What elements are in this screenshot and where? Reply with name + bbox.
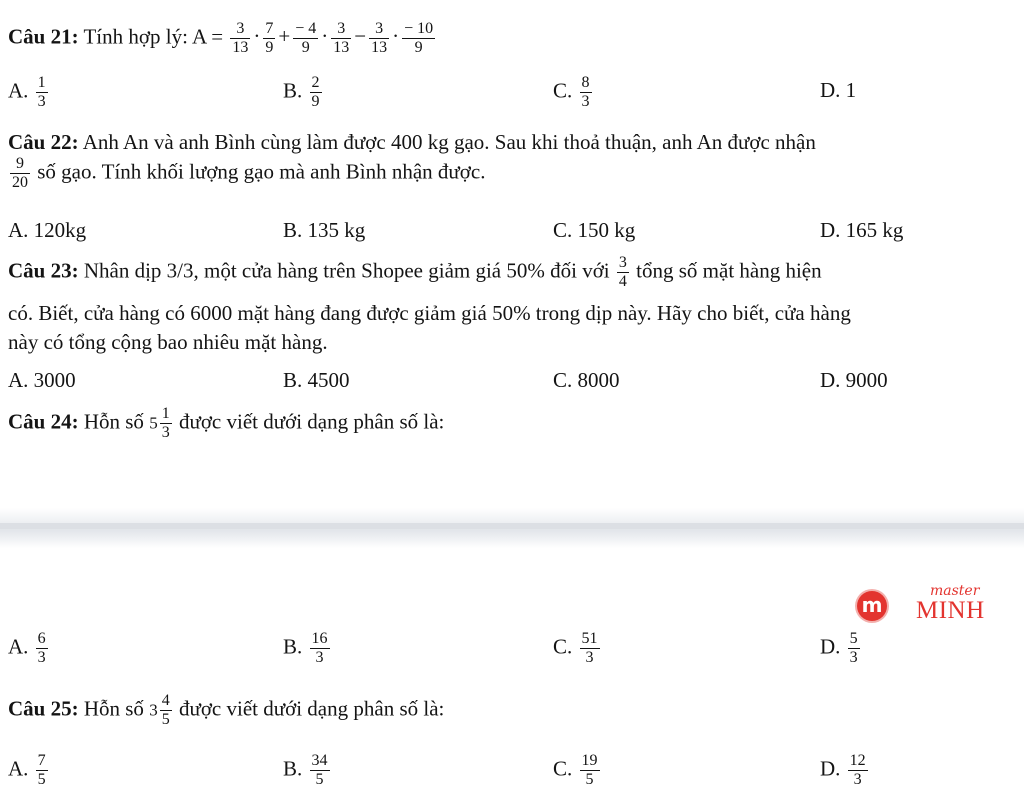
question-22	[8, 130, 816, 155]
q25-option-d[interactable]: D. $\frac{12}{3}$	[820, 752, 866, 788]
mixed-number-whole: 5	[149, 413, 158, 433]
option-fraction: $\frac{7}{5}$	[37, 752, 46, 788]
q24-option-d[interactable]: D. $\frac{5}{3}$	[820, 630, 858, 666]
q23-option-d[interactable]: D. 9000	[820, 368, 888, 392]
option-fraction: $\frac{51}{3}$	[581, 630, 598, 666]
q24-option-a[interactable]: A. $\frac{6}{3}$	[8, 630, 46, 666]
expression-fraction: $\frac{7}{9}$	[265, 20, 274, 56]
option-fraction: $\frac{19}{5}$	[581, 752, 598, 788]
brand-logo-icon: m	[857, 591, 887, 621]
operator: +	[278, 24, 291, 49]
question-24-post: được viết dưới dạng phân số là:	[178, 409, 445, 434]
option-letter: D.	[820, 78, 841, 102]
expression-fraction: $\frac{- 4}{9}$	[295, 20, 317, 56]
question-23-label: Câu 23:	[8, 258, 79, 283]
question-22-line2-row	[8, 155, 485, 192]
q23-option-a[interactable]: A. 3000	[8, 368, 76, 392]
expression-fraction: $\frac{- 10}{9}$	[404, 20, 434, 56]
option-letter: C.	[553, 78, 573, 103]
q21-option-d[interactable]	[820, 78, 856, 103]
q22-option-c[interactable]: C. 150 kg	[553, 218, 636, 242]
option-fraction: $\frac{1}{3}$	[37, 74, 46, 110]
question-24-label: Câu 24:	[8, 409, 79, 434]
expression-fraction: $\frac{3}{13}$	[333, 20, 350, 56]
option-letter: A.	[8, 78, 29, 103]
option-fraction: $\frac{16}{3}$	[311, 630, 328, 666]
q21-option-b[interactable]	[283, 74, 324, 111]
q25-option-c[interactable]: C. $\frac{19}{5}$	[553, 752, 598, 788]
question-25-label: Câu 25:	[8, 696, 79, 721]
question-24	[8, 405, 444, 442]
question-21-text: Tính hợp lý: A =	[83, 24, 224, 49]
operator: ·	[392, 24, 400, 49]
q21-option-a[interactable]	[8, 74, 50, 111]
operator: ·	[321, 24, 329, 49]
question-23-line2: có. Biết, cửa hàng có 6000 mặt hàng đang được giảm giá 50% trong dịp này. Hãy cho biết, cửa hàng	[8, 301, 851, 325]
expression-fraction: $\frac{3}{13}$	[232, 20, 249, 56]
option-value: 1	[845, 78, 857, 102]
question-21-label: Câu 21:	[8, 24, 79, 49]
option-fraction: $\frac{34}{5}$	[311, 752, 328, 788]
q23-option-b[interactable]: B. 4500	[283, 368, 350, 392]
q22-option-b[interactable]: B. 135 kg	[283, 218, 366, 242]
q21-option-c[interactable]	[553, 74, 594, 111]
option-fraction: $\frac{6}{3}$	[37, 630, 46, 666]
question-22-line2: số gạo. Tính khối lượng gạo mà anh Bình nhận được.	[37, 159, 486, 184]
q24-option-c[interactable]: C. $\frac{51}{3}$	[553, 630, 598, 666]
q25-option-b[interactable]: B. $\frac{34}{5}$	[283, 752, 328, 788]
q25-option-a[interactable]: A. $\frac{7}{5}$	[8, 752, 46, 788]
q22-option-a[interactable]: A. 120kg	[8, 218, 87, 242]
question-23-fraction: $\frac{3}{4}$	[618, 254, 627, 290]
mixed-number-whole: 3	[149, 700, 158, 720]
question-25-pre: Hỗn số	[83, 696, 144, 721]
question-23-line1b: tổng số mặt hàng hiện	[636, 258, 822, 283]
option-fraction: $\frac{12}{3}$	[849, 752, 866, 788]
operator: −	[354, 24, 367, 49]
question-23-line3: này có tổng cộng bao nhiêu mặt hàng.	[8, 330, 328, 354]
q24-option-b[interactable]: B. $\frac{16}{3}$	[283, 630, 328, 666]
question-24-pre: Hỗn số	[83, 409, 144, 434]
mixed-number-fraction: $\frac{4}{5}$	[161, 692, 170, 728]
mixed-number-fraction: $\frac{1}{3}$	[161, 405, 170, 441]
question-21-expression	[228, 20, 437, 56]
question-23	[8, 254, 822, 291]
q22-option-d[interactable]: D. 165 kg	[820, 218, 904, 242]
operator: ·	[253, 24, 261, 49]
question-21	[8, 20, 437, 57]
question-25-post: được viết dưới dạng phân số là:	[178, 696, 445, 721]
question-23-line1a: Nhân dịp 3/3, một cửa hàng trên Shopee giảm giá 50% đối với	[83, 258, 610, 283]
question-25	[8, 692, 444, 729]
q23-option-c[interactable]: C. 8000	[553, 368, 620, 392]
brand-logo-text: MINH	[916, 597, 985, 624]
option-fraction: $\frac{5}{3}$	[849, 630, 858, 666]
question-22-fraction: $\frac{9}{20}$	[12, 155, 28, 191]
expression-fraction: $\frac{3}{13}$	[371, 20, 388, 56]
option-letter: B.	[283, 78, 303, 103]
question-22-label: Câu 22:	[8, 130, 79, 154]
page-separator-line	[0, 523, 1024, 529]
question-22-line1: Anh An và anh Bình cùng làm được 400 kg gạo. Sau khi thoả thuận, anh An được nhận	[82, 130, 816, 154]
option-fraction: $\frac{8}{3}$	[581, 74, 590, 110]
option-fraction: $\frac{2}{9}$	[311, 74, 320, 110]
brand-logo-small-text: master	[930, 583, 980, 599]
